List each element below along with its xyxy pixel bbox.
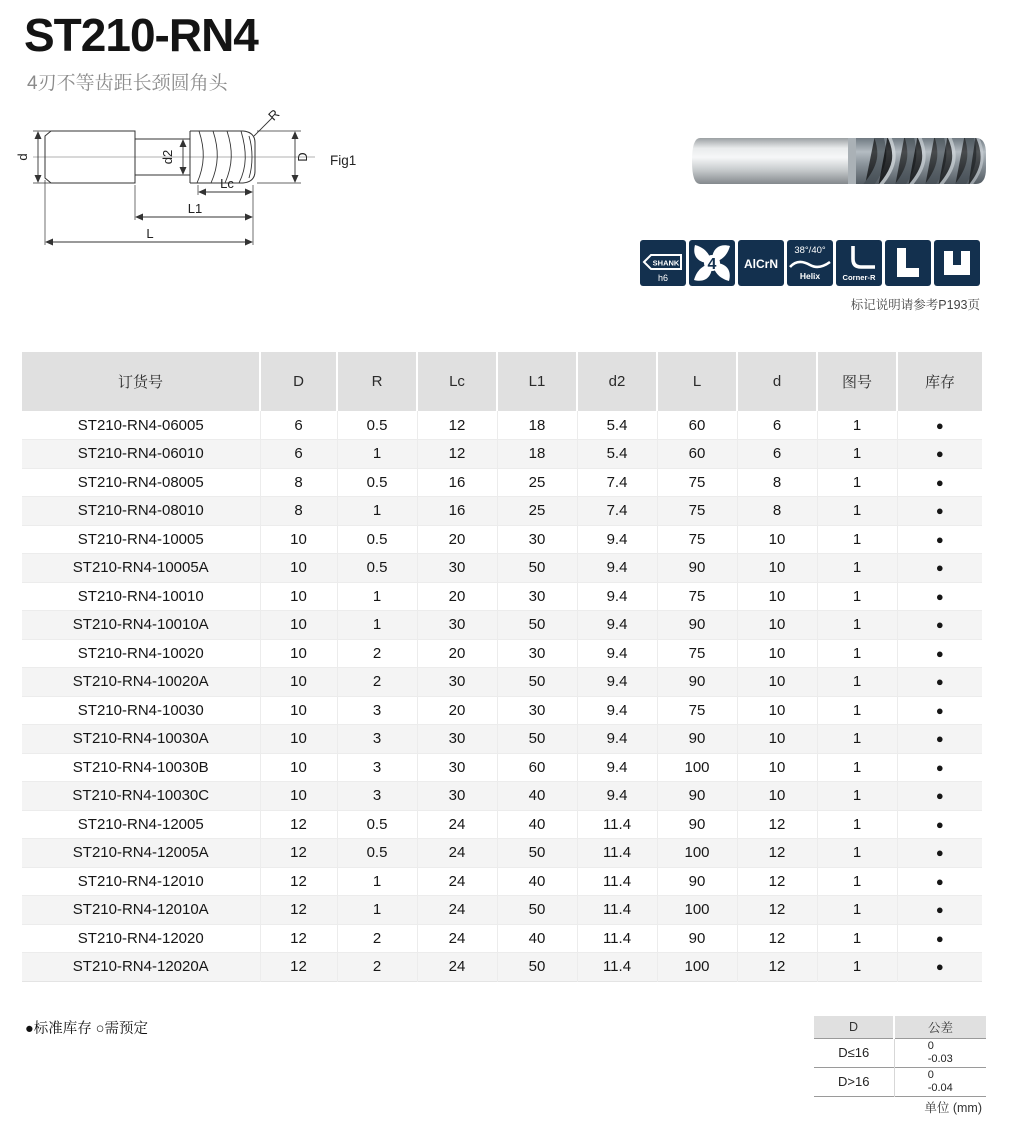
value-cell: 10 [737,696,817,725]
value-cell: 1 [817,468,897,497]
column-header: 图号 [817,352,897,411]
value-cell: 24 [417,924,497,953]
table-row [22,896,982,925]
column-header: d2 [577,352,657,411]
value-cell: 2 [337,639,417,668]
flute-count-text: 4 [707,256,717,273]
value-cell: 12 [737,839,817,868]
stock-cell: ● [897,525,982,554]
value-cell: 40 [497,924,577,953]
value-cell: 0.5 [337,839,417,868]
value-cell: 1 [337,896,417,925]
value-cell: 75 [657,497,737,526]
value-cell: 24 [417,867,497,896]
value-cell: 1 [817,896,897,925]
value-cell: 10 [260,611,337,640]
value-cell: 10 [737,668,817,697]
l-profile-badge [885,240,931,286]
value-cell: 50 [497,725,577,754]
order-number-cell: ST210-RN4-06010 [22,440,260,469]
order-number-cell: ST210-RN4-08005 [22,468,260,497]
tolerance-column-header: D [814,1016,894,1038]
value-cell: 12 [737,924,817,953]
value-cell: 6 [737,440,817,469]
value-cell: 11.4 [577,810,657,839]
table-row [22,639,982,668]
stock-cell: ● [897,896,982,925]
value-cell: 30 [417,725,497,754]
value-cell: 24 [417,896,497,925]
column-header: 订货号 [22,352,260,411]
value-cell: 18 [497,440,577,469]
helix-wave-icon [790,262,830,267]
tolerance-value-cell: 0 -0.03 [894,1038,986,1067]
value-cell: 10 [737,525,817,554]
column-header: d [737,352,817,411]
technical-drawing [15,105,355,255]
u-profile-badge [934,240,980,286]
value-cell: 1 [817,867,897,896]
value-cell: 10 [260,582,337,611]
value-cell: 9.4 [577,639,657,668]
tolerance-row [814,1067,986,1096]
value-cell: 10 [260,554,337,583]
value-cell: 0.5 [337,810,417,839]
value-cell: 10 [737,554,817,583]
value-cell: 9.4 [577,668,657,697]
value-cell: 12 [417,440,497,469]
value-cell: 10 [737,639,817,668]
value-cell: 1 [817,924,897,953]
value-cell: 10 [737,725,817,754]
order-number-cell: ST210-RN4-10030C [22,782,260,811]
order-number-cell: ST210-RN4-10030 [22,696,260,725]
value-cell: 20 [417,696,497,725]
stock-cell: ● [897,497,982,526]
helix-label-text: Helix [799,271,821,281]
value-cell: 8 [260,468,337,497]
value-cell: 30 [497,582,577,611]
helix-angle-text: 38°/40° [794,245,826,256]
coating-badge [738,240,784,286]
value-cell: 9.4 [577,554,657,583]
value-cell: 0.5 [337,468,417,497]
value-cell: 10 [260,753,337,782]
table-row [22,753,982,782]
value-cell: 90 [657,810,737,839]
value-cell: 2 [337,953,417,982]
value-cell: 1 [817,953,897,982]
value-cell: 10 [737,753,817,782]
value-cell: 3 [337,725,417,754]
value-cell: 5.4 [577,440,657,469]
value-cell: 10 [737,611,817,640]
value-cell: 1 [337,497,417,526]
table-row [22,611,982,640]
stock-cell: ● [897,611,982,640]
value-cell: 1 [337,611,417,640]
value-cell: 1 [817,440,897,469]
value-cell: 12 [737,896,817,925]
value-cell: 2 [337,668,417,697]
diameter-range-cell: D>16 [814,1067,894,1096]
value-cell: 7.4 [577,497,657,526]
order-number-cell: ST210-RN4-10005 [22,525,260,554]
dimension-label-l: L [146,226,154,241]
value-cell: 50 [497,668,577,697]
column-header: L [657,352,737,411]
value-cell: 75 [657,639,737,668]
stock-cell: ● [897,440,982,469]
value-cell: 1 [817,611,897,640]
value-cell: 18 [497,411,577,440]
value-cell: 1 [337,440,417,469]
stock-cell: ● [897,554,982,583]
order-number-cell: ST210-RN4-12005 [22,810,260,839]
value-cell: 12 [260,953,337,982]
order-number-cell: ST210-RN4-10005A [22,554,260,583]
column-header: D [260,352,337,411]
value-cell: 24 [417,839,497,868]
value-cell: 12 [737,953,817,982]
value-cell: 6 [737,411,817,440]
r-leader [254,118,272,136]
table-row [22,696,982,725]
stock-cell: ● [897,867,982,896]
value-cell: 9.4 [577,696,657,725]
value-cell: 40 [497,867,577,896]
stock-cell: ● [897,953,982,982]
value-cell: 9.4 [577,582,657,611]
value-cell: 0.5 [337,554,417,583]
value-cell: 90 [657,782,737,811]
value-cell: 8 [260,497,337,526]
page-title: ST210-RN4 [24,9,258,61]
value-cell: 25 [497,468,577,497]
value-cell: 90 [657,668,737,697]
tolerance-value-cell: 0 -0.04 [894,1067,986,1096]
value-cell: 50 [497,611,577,640]
value-cell: 8 [737,497,817,526]
value-cell: 1 [337,867,417,896]
stock-cell: ● [897,725,982,754]
stock-cell: ● [897,839,982,868]
order-number-cell: ST210-RN4-10030A [22,725,260,754]
tolerance-row [814,1038,986,1067]
value-cell: 60 [497,753,577,782]
value-cell: 11.4 [577,839,657,868]
table-row [22,839,982,868]
value-cell: 50 [497,839,577,868]
corner-radius-badge [836,240,882,286]
dimension-label-d: d [15,153,30,161]
value-cell: 1 [817,782,897,811]
unit-note: 单位 (mm) [924,1101,982,1115]
page-subtitle: 4刃不等齿距长颈圆角头 [27,73,228,94]
value-cell: 75 [657,468,737,497]
dimension-label-r: R [265,106,283,124]
value-cell: 30 [417,782,497,811]
order-number-cell: ST210-RN4-10030B [22,753,260,782]
value-cell: 10 [260,782,337,811]
stock-cell: ● [897,782,982,811]
table-row [22,497,982,526]
value-cell: 12 [260,810,337,839]
value-cell: 30 [417,611,497,640]
value-cell: 50 [497,953,577,982]
value-cell: 2 [337,924,417,953]
value-cell: 10 [737,582,817,611]
value-cell: 12 [260,924,337,953]
value-cell: 24 [417,953,497,982]
value-cell: 10 [260,639,337,668]
value-cell: 100 [657,753,737,782]
value-cell: 11.4 [577,896,657,925]
column-header: 库存 [897,352,982,411]
shank-text: SHANK [652,258,680,268]
order-number-cell: ST210-RN4-12010 [22,867,260,896]
value-cell: 5.4 [577,411,657,440]
table-row [22,782,982,811]
value-cell: 12 [260,867,337,896]
value-cell: 50 [497,896,577,925]
value-cell: 1 [817,554,897,583]
stock-cell: ● [897,639,982,668]
column-header: L1 [497,352,577,411]
order-number-cell: ST210-RN4-10020A [22,668,260,697]
value-cell: 6 [260,411,337,440]
value-cell: 20 [417,582,497,611]
tool-shank [692,138,858,184]
value-cell: 1 [817,725,897,754]
table-row [22,582,982,611]
value-cell: 30 [497,696,577,725]
column-header: R [337,352,417,411]
table-row [22,953,982,982]
value-cell: 60 [657,411,737,440]
value-cell: 75 [657,582,737,611]
flute-count-badge [689,240,735,286]
value-cell: 9.4 [577,725,657,754]
stock-cell: ● [935,417,944,433]
u-profile-icon [944,251,970,275]
column-header: Lc [417,352,497,411]
value-cell: 9.4 [577,525,657,554]
value-cell: 20 [417,639,497,668]
value-cell: 1 [337,582,417,611]
tolerance-column-header: 公差 [894,1016,986,1038]
value-cell: 30 [497,525,577,554]
value-cell: 8 [737,468,817,497]
value-cell: 40 [497,810,577,839]
table-row [22,725,982,754]
order-number-cell: ST210-RN4-12005A [22,839,260,868]
value-cell: 1 [817,582,897,611]
order-number-cell: ST210-RN4-12020 [22,924,260,953]
value-cell: 12 [260,839,337,868]
table-row [22,525,982,554]
order-number-cell: ST210-RN4-10010 [22,582,260,611]
value-cell: 90 [657,924,737,953]
value-cell: 1 [817,668,897,697]
value-cell: 10 [260,696,337,725]
value-cell: 11.4 [577,867,657,896]
value-cell: 75 [657,696,737,725]
value-cell: 0.5 [337,525,417,554]
l-profile-icon [897,248,919,277]
order-number-cell: ST210-RN4-12020A [22,953,260,982]
table-row [22,468,982,497]
stock-cell: ● [897,924,982,953]
header-row [22,352,982,411]
value-cell: 1 [817,696,897,725]
value-cell: 75 [657,525,737,554]
value-cell: 1 [817,810,897,839]
value-cell: 1 [817,525,897,554]
value-cell: 100 [657,839,737,868]
stock-cell: ● [897,810,982,839]
value-cell: 3 [337,696,417,725]
value-cell: 12 [417,411,497,440]
value-cell: 1 [817,753,897,782]
value-cell: 9.4 [577,782,657,811]
value-cell: 11.4 [577,924,657,953]
table-row [22,810,982,839]
value-cell: 1 [817,411,897,440]
shank-tolerance-text: h6 [657,273,669,283]
table-row [22,924,982,953]
dimension-label-l1: L1 [187,201,203,216]
tolerance-table [814,1016,986,1097]
value-cell: 16 [417,468,497,497]
corner-radius-icon [853,246,875,267]
corner-r-text: Corner-R [842,273,876,282]
order-number-cell: ST210-RN4-10020 [22,639,260,668]
value-cell: 40 [497,782,577,811]
value-cell: 10 [260,668,337,697]
stock-cell: ● [897,468,982,497]
value-cell: 50 [497,554,577,583]
order-number-cell: ST210-RN4-06005 [22,411,260,440]
order-number-cell: ST210-RN4-10010A [22,611,260,640]
value-cell: 3 [337,753,417,782]
stock-cell: ● [897,668,982,697]
value-cell: 12 [737,810,817,839]
value-cell: 90 [657,725,737,754]
value-cell: 9.4 [577,611,657,640]
value-cell: 1 [817,639,897,668]
value-cell: 1 [817,497,897,526]
coating-text: AlCrN [743,257,779,271]
dimension-label-lc: Lc [220,176,234,191]
value-cell: 6 [260,440,337,469]
spec-table [22,352,982,982]
dimension-label-big-d: D [295,152,310,162]
value-cell: 30 [417,554,497,583]
dimension-label-d2: d2 [160,149,175,165]
value-cell: 60 [657,440,737,469]
value-cell: 7.4 [577,468,657,497]
product-photo [688,124,990,198]
value-cell: 11.4 [577,953,657,982]
value-cell: 100 [657,896,737,925]
order-number-cell: ST210-RN4-08010 [22,497,260,526]
helix-angle-badge [787,240,833,286]
value-cell: 10 [260,725,337,754]
value-cell: 24 [417,810,497,839]
table-row [22,554,982,583]
value-cell: 30 [417,753,497,782]
value-cell: 10 [260,525,337,554]
value-cell: 20 [417,525,497,554]
table-row [22,668,982,697]
value-cell: 9.4 [577,753,657,782]
value-cell: 100 [657,953,737,982]
value-cell: 10 [737,782,817,811]
value-cell: 25 [497,497,577,526]
value-cell: 16 [417,497,497,526]
figure-label: Fig1 [330,153,357,168]
value-cell: 12 [737,867,817,896]
shank-h6-badge [640,240,686,286]
value-cell: 0.5 [337,411,417,440]
value-cell: 30 [417,668,497,697]
stock-cell: ● [897,582,982,611]
table-row [22,440,982,469]
tolerance-header-row [814,1016,986,1038]
table-row [22,411,982,440]
table-row [22,867,982,896]
stock-legend: ●标准库存 ○需预定 [25,1021,149,1037]
feature-badges [640,240,980,286]
stock-cell: ● [897,696,982,725]
value-cell: 30 [497,639,577,668]
diameter-range-cell: D≤16 [814,1038,894,1067]
value-cell: 90 [657,611,737,640]
value-cell: 90 [657,867,737,896]
badge-legend-note: 标记说明请参考P193页 [850,298,980,312]
value-cell: 3 [337,782,417,811]
value-cell: 1 [817,839,897,868]
value-cell: 12 [260,896,337,925]
order-number-cell: ST210-RN4-12010A [22,896,260,925]
stock-cell: ● [897,753,982,782]
value-cell: 90 [657,554,737,583]
